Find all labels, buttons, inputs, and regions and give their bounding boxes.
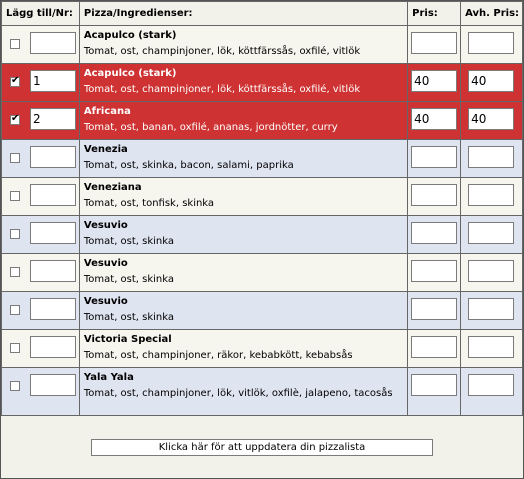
takeaway-price-cell: [461, 330, 523, 368]
pizza-name: Venezia: [83, 144, 128, 155]
takeaway-price-input[interactable]: 40: [468, 108, 514, 130]
add-checkbox[interactable]: [10, 305, 20, 315]
add-cell: [2, 330, 80, 368]
pizza-cell: [79, 140, 407, 178]
order-number-input[interactable]: [30, 260, 76, 282]
pizza-ingredients: Tomat, ost, banan, oxfilé, ananas, jordnötter, curry: [83, 122, 338, 133]
header-takeaway-price: Avh. Pris:: [461, 2, 523, 26]
header-pizza: Pizza/Ingredienser:: [79, 2, 407, 26]
takeaway-price-cell: [461, 64, 523, 102]
price-input[interactable]: [411, 184, 457, 206]
table-row: [2, 330, 523, 368]
table-header: [2, 2, 523, 26]
order-number-input[interactable]: [30, 374, 76, 396]
takeaway-price-input[interactable]: [468, 336, 514, 358]
add-checkbox[interactable]: [10, 343, 20, 353]
add-cell: [2, 254, 80, 292]
takeaway-price-input[interactable]: [468, 374, 514, 396]
order-number-input[interactable]: [30, 222, 76, 244]
pizza-cell: [79, 178, 407, 216]
header-add-nr: Lägg till/Nr:: [2, 2, 80, 26]
takeaway-price-cell: [461, 26, 523, 64]
price-cell: [408, 26, 461, 64]
pizza-table: [1, 1, 523, 416]
pizza-name: Yala Yala: [83, 372, 134, 383]
add-cell: [2, 140, 80, 178]
table-row: [2, 368, 523, 416]
price-cell: [408, 64, 461, 102]
takeaway-price-cell: [461, 368, 523, 416]
add-checkbox[interactable]: [10, 39, 20, 49]
pizza-name: Vesuvio: [83, 296, 128, 307]
takeaway-price-cell: [461, 140, 523, 178]
table-row: [2, 26, 523, 64]
add-checkbox[interactable]: [10, 77, 20, 87]
price-input[interactable]: [411, 222, 457, 244]
takeaway-price-input[interactable]: [468, 260, 514, 282]
order-number-input[interactable]: [30, 184, 76, 206]
header-price: Pris:: [408, 2, 461, 26]
takeaway-price-cell: [461, 292, 523, 330]
pizza-ingredients: Tomat, ost, champinjoner, räkor, kebabkött, kebabsås: [83, 350, 353, 361]
pizza-cell: [79, 368, 407, 416]
table-row: [2, 292, 523, 330]
add-cell: [2, 26, 80, 64]
price-input[interactable]: [411, 374, 457, 396]
order-number-input[interactable]: 1: [30, 70, 76, 92]
pizza-cell: [79, 216, 407, 254]
takeaway-price-input[interactable]: [468, 222, 514, 244]
order-number-input[interactable]: 2: [30, 108, 76, 130]
table-row: [2, 254, 523, 292]
pizza-ingredients: Tomat, ost, tonfisk, skinka: [83, 198, 215, 209]
takeaway-price-cell: [461, 216, 523, 254]
table-row: [2, 216, 523, 254]
add-checkbox[interactable]: [10, 115, 20, 125]
order-number-input[interactable]: [30, 336, 76, 358]
pizza-name: Vesuvio: [83, 220, 128, 231]
pizza-cell: [79, 64, 407, 102]
price-cell: [408, 140, 461, 178]
pizza-name: Acapulco (stark): [83, 68, 177, 79]
price-input[interactable]: 40: [411, 108, 457, 130]
order-number-input[interactable]: [30, 298, 76, 320]
pizza-name: Veneziana: [83, 182, 142, 193]
order-number-input[interactable]: [30, 146, 76, 168]
pizza-ingredients: Tomat, ost, skinka: [83, 236, 175, 247]
pizza-cell: [79, 254, 407, 292]
price-input[interactable]: [411, 32, 457, 54]
pizza-ingredients: Tomat, ost, champinjoner, lök, köttfärssås, oxfilé, vitlök: [83, 84, 361, 95]
price-input[interactable]: [411, 336, 457, 358]
pizza-ingredients: Tomat, ost, champinjoner, lök, vitlök, oxfilè, jalapeno, tacosås: [83, 388, 393, 399]
table-row: [2, 102, 523, 140]
add-cell: [2, 216, 80, 254]
pizza-ingredients: Tomat, ost, skinka: [83, 274, 175, 285]
takeaway-price-cell: [461, 254, 523, 292]
add-cell: [2, 368, 80, 416]
pizza-ingredients: Tomat, ost, champinjoner, lök, köttfärssås, oxfilé, vitlök: [83, 46, 361, 57]
add-checkbox[interactable]: [10, 229, 20, 239]
takeaway-price-cell: [461, 178, 523, 216]
table-row: [2, 64, 523, 102]
price-input[interactable]: [411, 260, 457, 282]
update-pizza-list-button[interactable]: Klicka här för att uppdatera din pizzalista: [91, 439, 433, 456]
price-cell: [408, 330, 461, 368]
add-cell: [2, 102, 80, 140]
pizza-name: Vesuvio: [83, 258, 128, 269]
pizza-name: Africana: [83, 106, 131, 117]
price-cell: [408, 254, 461, 292]
pizza-ingredients: Tomat, ost, skinka: [83, 312, 175, 323]
table-row: [2, 178, 523, 216]
pizza-ingredients: Tomat, ost, skinka, bacon, salami, paprika: [83, 160, 294, 171]
add-checkbox[interactable]: [10, 191, 20, 201]
table-row: [2, 140, 523, 178]
price-input[interactable]: [411, 146, 457, 168]
price-input[interactable]: 40: [411, 70, 457, 92]
price-input[interactable]: [411, 298, 457, 320]
price-cell: [408, 292, 461, 330]
takeaway-price-input[interactable]: 40: [468, 70, 514, 92]
takeaway-price-input[interactable]: [468, 184, 514, 206]
pizza-cell: [79, 26, 407, 64]
add-cell: [2, 178, 80, 216]
pizza-cell: [79, 330, 407, 368]
takeaway-price-input[interactable]: [468, 146, 514, 168]
add-checkbox[interactable]: [10, 153, 20, 163]
price-cell: [408, 102, 461, 140]
price-cell: [408, 178, 461, 216]
add-cell: [2, 64, 80, 102]
takeaway-price-cell: [461, 102, 523, 140]
add-cell: [2, 292, 80, 330]
add-checkbox[interactable]: [10, 381, 20, 391]
add-checkbox[interactable]: [10, 267, 20, 277]
pizza-name: Victoria Special: [83, 334, 172, 345]
price-cell: [408, 368, 461, 416]
pizza-cell: [79, 292, 407, 330]
price-cell: [408, 216, 461, 254]
takeaway-price-input[interactable]: [468, 32, 514, 54]
pizza-name: Acapulco (stark): [83, 30, 177, 41]
pizza-cell: [79, 102, 407, 140]
takeaway-price-input[interactable]: [468, 298, 514, 320]
order-number-input[interactable]: [30, 32, 76, 54]
